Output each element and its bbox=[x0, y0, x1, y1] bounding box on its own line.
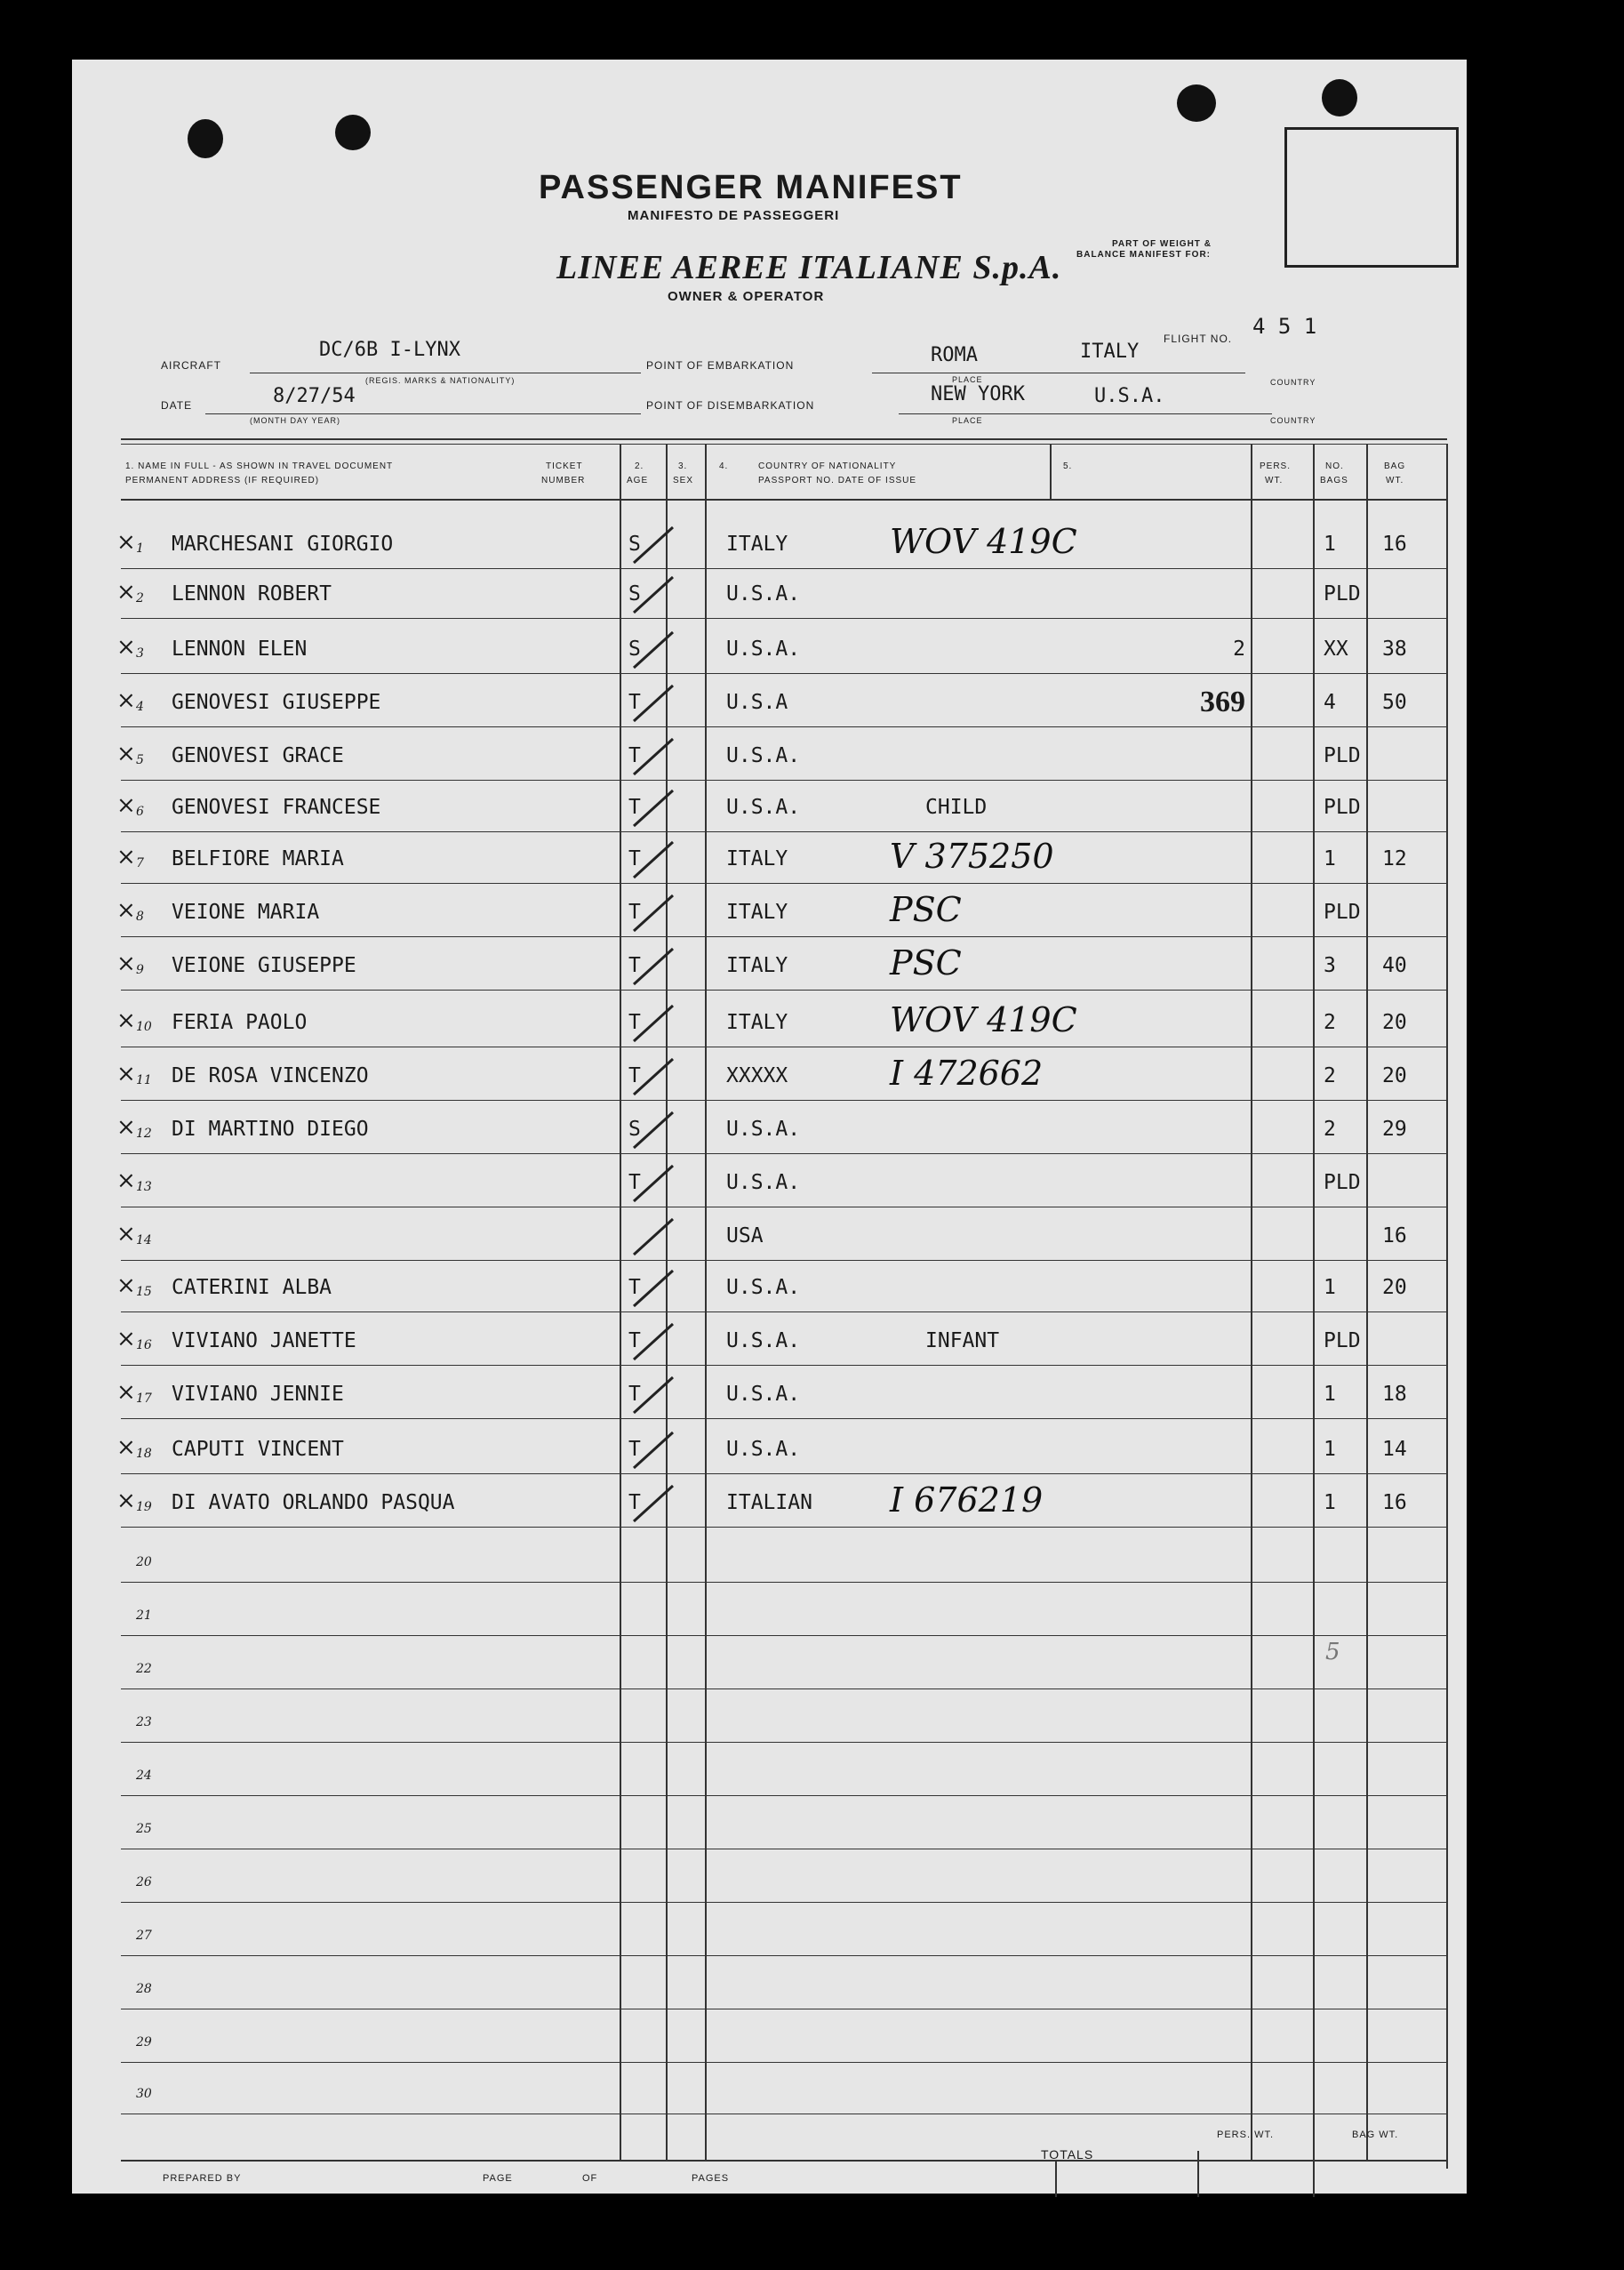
row-number: 5 bbox=[136, 753, 144, 767]
country-label-2: COUNTRY bbox=[1270, 416, 1316, 425]
check-mark-icon bbox=[627, 1482, 680, 1527]
row-number: 12 bbox=[136, 1127, 152, 1141]
row-divider bbox=[121, 1635, 1447, 1636]
embark-place: ROMA bbox=[931, 344, 978, 366]
passenger-age: T bbox=[628, 1383, 641, 1406]
bag-count: PLD bbox=[1324, 796, 1361, 819]
bag-count: 1 bbox=[1324, 1276, 1336, 1299]
check-mark-icon bbox=[627, 1002, 680, 1047]
row-number: 15 bbox=[136, 1285, 152, 1299]
tick-icon: × bbox=[116, 741, 136, 767]
date-underline bbox=[205, 413, 641, 414]
bag-count: 1 bbox=[1324, 1491, 1336, 1514]
row-number: 3 bbox=[136, 646, 144, 661]
row-divider bbox=[121, 1311, 1447, 1312]
passenger-age: T bbox=[628, 901, 641, 924]
check-mark-icon bbox=[627, 838, 680, 883]
row-number: 22 bbox=[136, 1662, 152, 1676]
manifest-sheet bbox=[72, 60, 1467, 2194]
passenger-age: T bbox=[628, 1276, 641, 1299]
bag-count: PLD bbox=[1324, 1329, 1361, 1352]
bag-count: 1 bbox=[1324, 1438, 1336, 1461]
bag-count: 3 bbox=[1324, 954, 1336, 977]
passenger-age: T bbox=[628, 744, 641, 767]
disembark-country: U.S.A. bbox=[1094, 385, 1165, 407]
passenger-name: VEIONE MARIA bbox=[172, 901, 320, 924]
passenger-age: S bbox=[628, 582, 641, 606]
tick-icon: × bbox=[116, 844, 136, 870]
owner-label: OWNER & OPERATOR bbox=[668, 289, 825, 304]
passenger-nationality: U.S.A. bbox=[726, 796, 801, 819]
check-mark-icon bbox=[627, 787, 680, 831]
row-number: 10 bbox=[136, 1020, 152, 1034]
tick-icon: × bbox=[116, 1167, 136, 1194]
passenger-age: S bbox=[628, 638, 641, 661]
col-bagwt-header: BAG bbox=[1384, 461, 1406, 471]
tick-icon: × bbox=[116, 792, 136, 819]
bag-weight: 38 bbox=[1382, 638, 1407, 661]
tick-icon: × bbox=[116, 1061, 136, 1087]
col-bagwt-header-2: WT. bbox=[1386, 476, 1404, 485]
passenger-age: T bbox=[628, 796, 641, 819]
bag-count: 4 bbox=[1324, 691, 1336, 714]
passenger-age: T bbox=[628, 1011, 641, 1034]
row-divider bbox=[121, 673, 1447, 674]
passenger-nationality: U.S.A. bbox=[726, 744, 801, 767]
row-number: 18 bbox=[136, 1447, 152, 1461]
passenger-name: VEIONE GIUSEPPE bbox=[172, 954, 356, 977]
passenger-nationality: ITALY bbox=[726, 954, 788, 977]
bag-count: 1 bbox=[1324, 847, 1336, 870]
col-address-header: PERMANENT ADDRESS (IF REQUIRED) bbox=[125, 476, 320, 485]
passenger-age: T bbox=[628, 1064, 641, 1087]
tick-icon: × bbox=[116, 529, 136, 556]
bag-count: 1 bbox=[1324, 533, 1336, 556]
of-label: OF bbox=[582, 2173, 598, 2184]
tick-icon: × bbox=[116, 951, 136, 977]
col-age-header: AGE bbox=[627, 476, 649, 485]
punch-hole bbox=[188, 119, 223, 158]
passenger-nationality: U.S.A. bbox=[726, 638, 801, 661]
tick-icon: × bbox=[116, 897, 136, 924]
disembark-label: POINT OF DISEMBARKATION bbox=[646, 399, 815, 412]
passenger-age: T bbox=[628, 954, 641, 977]
punch-hole bbox=[335, 115, 371, 150]
col-nationality-header: COUNTRY OF NATIONALITY bbox=[758, 461, 897, 471]
passenger-nationality: U.S.A. bbox=[726, 1118, 801, 1141]
bag-weight: 20 bbox=[1382, 1064, 1407, 1087]
prepared-by-label: PREPARED BY bbox=[163, 2173, 242, 2184]
col-ticket-header-2: NUMBER bbox=[541, 476, 586, 485]
row-divider bbox=[121, 1100, 1447, 1101]
col-ticket-header: TICKET bbox=[546, 461, 583, 471]
row-divider bbox=[121, 831, 1447, 832]
passenger-nationality: USA bbox=[726, 1224, 764, 1247]
passenger-nationality: U.S.A bbox=[726, 691, 788, 714]
row-number: 7 bbox=[136, 856, 144, 870]
check-mark-icon bbox=[627, 892, 680, 936]
passenger-nationality: U.S.A. bbox=[726, 1383, 801, 1406]
disembark-place: NEW YORK bbox=[931, 383, 1025, 405]
row-divider bbox=[121, 1527, 1447, 1528]
passenger-name: GENOVESI FRANCESE bbox=[172, 796, 381, 819]
table-top-border-2 bbox=[121, 444, 1447, 445]
row-number: 9 bbox=[136, 963, 144, 977]
col-name-header: 1. NAME IN FULL - AS SHOWN IN TRAVEL DOCUMENT bbox=[125, 461, 394, 471]
place-label-2: PLACE bbox=[952, 416, 983, 425]
bag-count: 2 bbox=[1324, 1064, 1336, 1087]
country-label: COUNTRY bbox=[1270, 378, 1316, 387]
table-right-border bbox=[1446, 444, 1448, 2169]
check-mark-icon bbox=[627, 629, 680, 673]
passenger-nationality: ITALY bbox=[726, 901, 788, 924]
passenger-name: DI MARTINO DIEGO bbox=[172, 1118, 369, 1141]
col-divider-5 bbox=[1050, 444, 1052, 499]
row-divider bbox=[121, 936, 1447, 937]
row-number: 14 bbox=[136, 1233, 152, 1247]
row-number: 16 bbox=[136, 1338, 152, 1352]
row-divider bbox=[121, 618, 1447, 619]
passenger-nationality: U.S.A. bbox=[726, 582, 801, 606]
passenger-nationality: ITALY bbox=[726, 847, 788, 870]
passenger-name: MARCHESANI GIORGIO bbox=[172, 533, 394, 556]
passenger-name: FERIA PAOLO bbox=[172, 1011, 308, 1034]
bag-weight: 18 bbox=[1382, 1383, 1407, 1406]
check-mark-icon bbox=[627, 524, 680, 568]
passenger-nationality: ITALY bbox=[726, 533, 788, 556]
passenger-name: VIVIANO JENNIE bbox=[172, 1383, 344, 1406]
passenger-name: LENNON ROBERT bbox=[172, 582, 332, 606]
col-bags-header-2: BAGS bbox=[1320, 476, 1348, 485]
row-divider bbox=[121, 1260, 1447, 1261]
bag-weight: 14 bbox=[1382, 1438, 1407, 1461]
passenger-name: DI AVATO ORLANDO PASQUA bbox=[172, 1491, 455, 1514]
passenger-nationality: U.S.A. bbox=[726, 1329, 801, 1352]
bag-weight: 12 bbox=[1382, 847, 1407, 870]
check-mark-icon bbox=[627, 945, 680, 990]
bag-count: PLD bbox=[1324, 582, 1361, 606]
passenger-age: T bbox=[628, 1171, 641, 1194]
tick-icon: × bbox=[116, 1007, 136, 1034]
row-divider bbox=[121, 990, 1447, 991]
row-number: 8 bbox=[136, 910, 144, 924]
bag-count: 2 bbox=[1324, 1011, 1336, 1034]
row-number: 30 bbox=[136, 2087, 152, 2101]
page-subtitle: MANIFESTO DE PASSEGGERI bbox=[628, 208, 840, 223]
row-number: 1 bbox=[136, 541, 144, 556]
bag-weight: 16 bbox=[1382, 1491, 1407, 1514]
header-bottom-border bbox=[121, 499, 1447, 501]
bag-weight: 20 bbox=[1382, 1011, 1407, 1034]
passenger-age: S bbox=[628, 533, 641, 556]
bag-count: 2 bbox=[1324, 1118, 1336, 1141]
passenger-name: CATERINI ALBA bbox=[172, 1276, 332, 1299]
passenger-nationality: XXXXX bbox=[726, 1064, 788, 1087]
row-divider bbox=[121, 1153, 1447, 1154]
bag-count: 1 bbox=[1324, 1383, 1336, 1406]
bag-weight: 16 bbox=[1382, 1224, 1407, 1247]
row-divider bbox=[121, 568, 1447, 569]
punch-hole bbox=[1177, 84, 1216, 122]
row-divider bbox=[121, 1742, 1447, 1743]
footer-divider-1 bbox=[1055, 2160, 1057, 2197]
tick-icon: × bbox=[116, 1434, 136, 1461]
passenger-name: GENOVESI GIUSEPPE bbox=[172, 691, 381, 714]
row-divider bbox=[121, 1795, 1447, 1796]
tick-icon: × bbox=[116, 1221, 136, 1247]
passenger-name: VIVIANO JANETTE bbox=[172, 1329, 356, 1352]
passport-note: WOV 419C bbox=[890, 522, 1077, 561]
bag-weight: 20 bbox=[1382, 1276, 1407, 1299]
check-mark-icon bbox=[627, 1374, 680, 1418]
col-sex-header: SEX bbox=[673, 476, 694, 485]
row-number: 17 bbox=[136, 1392, 152, 1406]
check-mark-icon bbox=[627, 682, 680, 726]
passport-note: PSC bbox=[890, 890, 962, 929]
pers-weight: 369 bbox=[1200, 686, 1245, 718]
embark-country: ITALY bbox=[1080, 341, 1140, 363]
check-mark-icon bbox=[627, 1109, 680, 1153]
row-number: 26 bbox=[136, 1875, 152, 1889]
row-number: 4 bbox=[136, 700, 144, 714]
tick-icon: × bbox=[116, 1379, 136, 1406]
tick-icon: × bbox=[116, 579, 136, 606]
bag-count: PLD bbox=[1324, 1171, 1361, 1194]
check-mark-icon bbox=[627, 1320, 680, 1365]
flight-no: 4 5 1 bbox=[1252, 314, 1317, 339]
passenger-age: T bbox=[628, 691, 641, 714]
passenger-nationality: U.S.A. bbox=[726, 1438, 801, 1461]
bag-count: XX bbox=[1324, 638, 1348, 661]
row-divider bbox=[121, 1418, 1447, 1419]
pers-weight: 2 bbox=[1233, 638, 1245, 661]
passenger-nationality: ITALIAN bbox=[726, 1491, 812, 1514]
passenger-nationality: ITALY bbox=[726, 1011, 788, 1034]
row-divider bbox=[121, 1365, 1447, 1366]
check-mark-icon bbox=[627, 1162, 680, 1207]
bag-count: PLD bbox=[1324, 901, 1361, 924]
passenger-age: T bbox=[628, 1438, 641, 1461]
passport-note: V 375250 bbox=[890, 837, 1054, 876]
footer-divider-2 bbox=[1197, 2151, 1199, 2197]
row-number: 28 bbox=[136, 1982, 152, 1996]
col-sex-num: 3. bbox=[678, 461, 688, 471]
page-title: PASSENGER MANIFEST bbox=[539, 169, 963, 206]
bag-weight: 16 bbox=[1382, 533, 1407, 556]
passenger-name: LENNON ELEN bbox=[172, 638, 308, 661]
check-mark-icon bbox=[627, 574, 680, 618]
col-age-num: 2. bbox=[635, 461, 644, 471]
date-sub-label: (MONTH DAY YEAR) bbox=[250, 416, 341, 425]
passenger-age: T bbox=[628, 1491, 641, 1514]
tick-icon: × bbox=[116, 1488, 136, 1514]
passenger-name: DE ROSA VINCENZO bbox=[172, 1064, 369, 1087]
row-number: 25 bbox=[136, 1822, 152, 1836]
col-bags-header: NO. bbox=[1325, 461, 1344, 471]
bag-weight: 29 bbox=[1382, 1118, 1407, 1141]
totals-label: TOTALS bbox=[1041, 2147, 1094, 2162]
disembark-underline bbox=[899, 413, 1272, 414]
flight-no-label: FLIGHT NO. bbox=[1164, 333, 1233, 345]
row-number: 11 bbox=[136, 1073, 152, 1087]
tick-icon: × bbox=[116, 1114, 136, 1141]
stray-mark: 5 bbox=[1325, 1639, 1340, 1665]
row-number: 20 bbox=[136, 1555, 152, 1569]
bag-wt-label: BAG WT. bbox=[1352, 2130, 1399, 2140]
table-bottom-border bbox=[121, 2160, 1447, 2162]
tick-icon: × bbox=[116, 1326, 136, 1352]
table-top-border bbox=[121, 438, 1447, 440]
row-divider bbox=[121, 1955, 1447, 1956]
airline-name: LINEE AEREE ITALIANE S.p.A. bbox=[556, 249, 1062, 286]
pages-label: PAGES bbox=[692, 2173, 730, 2184]
aircraft-value: DC/6B I-LYNX bbox=[319, 339, 460, 361]
pers-wt-label: PERS. WT. bbox=[1217, 2130, 1275, 2140]
check-mark-icon bbox=[627, 735, 680, 780]
weight-balance-box bbox=[1284, 127, 1459, 268]
passenger-age: T bbox=[628, 1329, 641, 1352]
check-mark-icon bbox=[627, 1215, 680, 1260]
row-number: 21 bbox=[136, 1608, 152, 1623]
row-number: 6 bbox=[136, 805, 144, 819]
check-mark-icon bbox=[627, 1429, 680, 1473]
row-divider bbox=[121, 1902, 1447, 1903]
date-value: 8/27/54 bbox=[273, 385, 356, 407]
passport-note: I 472662 bbox=[890, 1054, 1044, 1093]
check-mark-icon bbox=[627, 1055, 680, 1100]
passenger-remark: INFANT bbox=[925, 1329, 1000, 1352]
passenger-nationality: U.S.A. bbox=[726, 1276, 801, 1299]
aircraft-label: AIRCRAFT bbox=[161, 359, 221, 372]
bag-weight: 50 bbox=[1382, 691, 1407, 714]
passport-note: I 676219 bbox=[890, 1480, 1044, 1520]
row-number: 23 bbox=[136, 1715, 152, 1729]
row-number: 19 bbox=[136, 1500, 152, 1514]
bag-count: PLD bbox=[1324, 744, 1361, 767]
row-divider bbox=[121, 726, 1447, 727]
col-perswt-header: PERS. bbox=[1260, 461, 1292, 471]
row-number: 13 bbox=[136, 1180, 152, 1194]
regis-label: (REGIS. MARKS & NATIONALITY) bbox=[365, 376, 516, 385]
row-divider bbox=[121, 2062, 1447, 2063]
check-mark-icon bbox=[627, 1267, 680, 1311]
tick-icon: × bbox=[116, 634, 136, 661]
passenger-age: T bbox=[628, 847, 641, 870]
part-of-label-2: BALANCE MANIFEST FOR: bbox=[1076, 250, 1211, 260]
row-number: 2 bbox=[136, 591, 144, 606]
page-label: PAGE bbox=[483, 2173, 513, 2184]
punch-hole bbox=[1322, 79, 1357, 116]
row-divider bbox=[121, 883, 1447, 884]
tick-icon: × bbox=[116, 1272, 136, 1299]
passenger-remark: CHILD bbox=[925, 796, 988, 819]
passenger-name: CAPUTI VINCENT bbox=[172, 1438, 344, 1461]
row-divider bbox=[121, 1473, 1447, 1474]
passenger-nationality: U.S.A. bbox=[726, 1171, 801, 1194]
date-label: DATE bbox=[161, 399, 193, 412]
embark-label: POINT OF EMBARKATION bbox=[646, 359, 795, 372]
row-divider bbox=[121, 1582, 1447, 1583]
passenger-name: GENOVESI GRACE bbox=[172, 744, 344, 767]
place-label: PLACE bbox=[952, 375, 983, 384]
col-perswt-header-2: WT. bbox=[1265, 476, 1284, 485]
col-passport-header: PASSPORT NO. DATE OF ISSUE bbox=[758, 476, 917, 485]
row-number: 29 bbox=[136, 2035, 152, 2049]
row-number: 24 bbox=[136, 1769, 152, 1783]
passport-note: WOV 419C bbox=[890, 1000, 1077, 1039]
tick-icon: × bbox=[116, 687, 136, 714]
footer-divider-3 bbox=[1313, 2151, 1315, 2197]
bag-weight: 40 bbox=[1382, 954, 1407, 977]
passenger-age: S bbox=[628, 1118, 641, 1141]
passenger-name: BELFIORE MARIA bbox=[172, 847, 344, 870]
part-of-label-1: PART OF WEIGHT & bbox=[1112, 239, 1212, 249]
row-divider bbox=[121, 780, 1447, 781]
row-number: 27 bbox=[136, 1929, 152, 1943]
col-4-num: 4. bbox=[719, 461, 729, 471]
col-5-header: 5. bbox=[1063, 461, 1073, 471]
row-divider bbox=[121, 1688, 1447, 1689]
passport-note: PSC bbox=[890, 943, 962, 983]
